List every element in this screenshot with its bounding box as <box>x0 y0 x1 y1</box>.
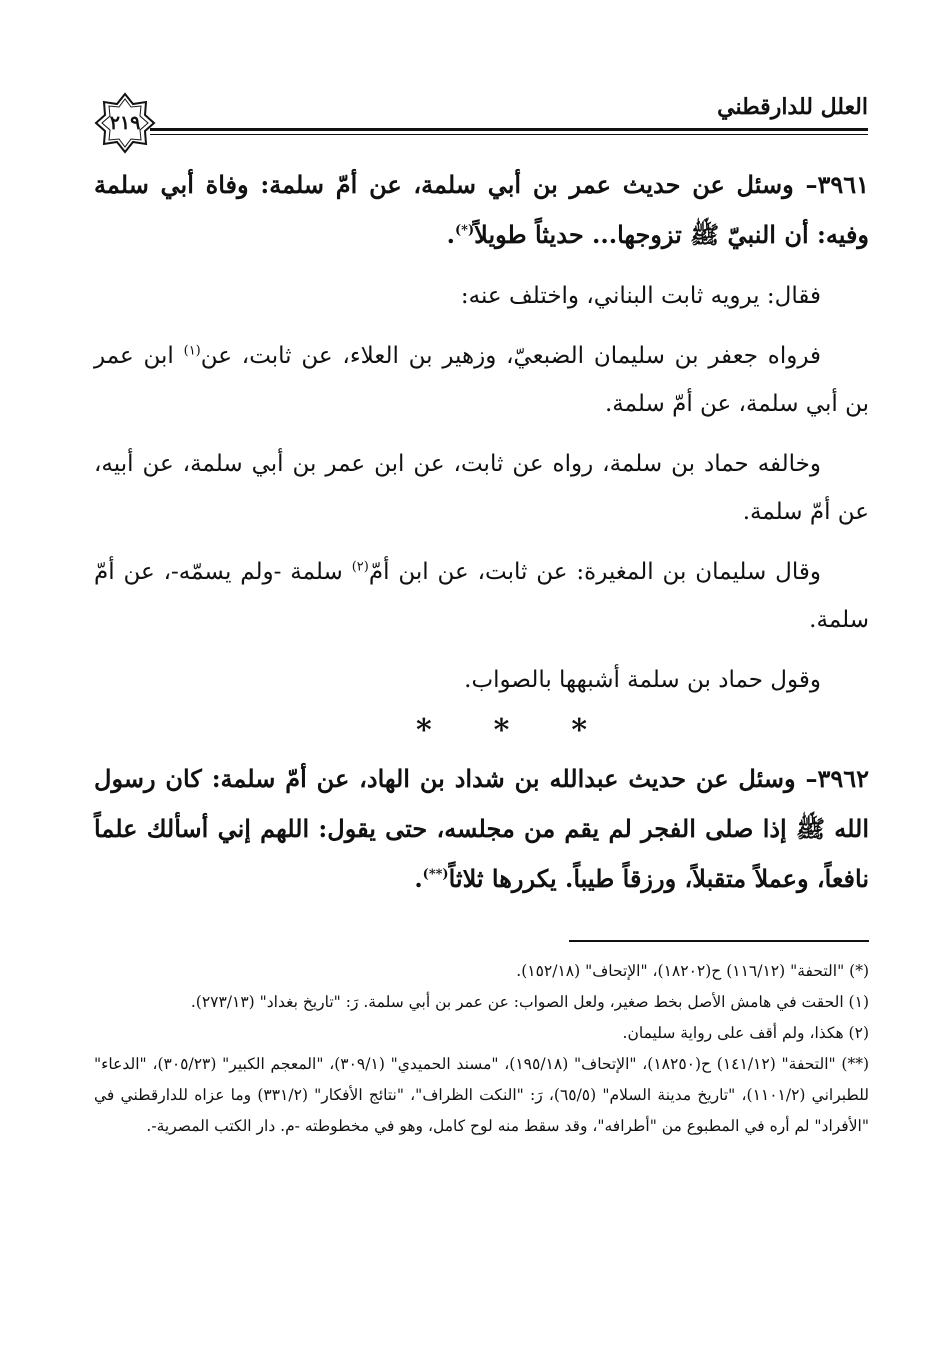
entry-number: ٣٩٦١– <box>805 170 869 199</box>
page-number: ٢١٩ <box>109 112 141 134</box>
footnote: (٢) هكذا، ولم أقف على رواية سليمان. <box>622 1024 869 1042</box>
footnote: (*) "التحفة" (١١٦/١٢) ح(١٨٢٠٢)، "الإتحاف" (١٥٢/١٨). <box>516 962 869 980</box>
main-text <box>94 160 869 916</box>
footnote-divider <box>569 940 869 942</box>
question-text: وسئل عن حديث عمر بن أبي سلمة، عن أمّ سلمة: وفاة أبي سلمة وفيه: أن النبيّ ﷺ تزوجها... حديثاً طويلاً <box>94 170 869 249</box>
header-rule <box>150 128 868 131</box>
page-number-ornament <box>94 92 156 154</box>
entry-number: ٣٩٦٢– <box>805 764 870 793</box>
running-header <box>90 92 868 152</box>
paragraph-text: سلمة -ولم يسمّه-، عن أمّ سلمة. <box>94 559 869 633</box>
question-text: وسئل عن حديث عبدالله بن شداد بن الهاد، عن أمّ سلمة: كان رسول الله ﷺ إذا صلى الفجر لم يقم من مجلسه، حتى يقول: اللهم إني أسألك علماً نافعاً، وعملاً متقبلاً، ورزقاً طيباً. يكررها ثلاثاً <box>94 764 869 893</box>
entry-3962-question <box>94 754 869 904</box>
entry-3961-question: ٣٩٦١– وسئل عن حديث عمر بن أبي سلمة، عن أمّ سلمة: وفاة أبي سلمة وفيه: أن النبيّ ﷺ تزوجها... حديثاً طويلاً(*). <box>94 170 869 249</box>
section-separator <box>94 713 869 748</box>
paragraph <box>94 548 869 644</box>
paragraph <box>94 332 869 428</box>
paragraph: وقول حماد بن سلمة أشبهها بالصواب. <box>464 667 821 693</box>
footnotes <box>94 956 869 1142</box>
footnote: (**) "التحفة" (١٤١/١٢) ح(١٨٢٥٠)، "الإتحاف" (١٩٥/١٨)، "مسند الحميدي" (٣٠٩/١)، "المعجم الكبير" (٣٠٥/٢٣)، "الدعاء" للطبراني (١١٠١/٢)، "تاريخ مدينة السلام" (٦٥/٥)، رَ: "النكت الظراف"، "نتائج الأفكار" (٣٣١/٢) وما عزاه للدارقطني في "الأفراد" لم أره في المطبوع من "أطرافه"، وقد سقط منه لوح كامل، وهو في مخطوطته -م. دار الكتب المصرية-. <box>94 1055 870 1135</box>
paragraph-text: ابن عمر بن أبي سلمة، عن أمّ سلمة. <box>94 343 869 417</box>
footnote-ref[interactable]: (*) <box>455 223 475 238</box>
separator-star: * <box>493 713 510 748</box>
separator-star: * <box>571 713 588 748</box>
header-rule-thin <box>150 134 868 135</box>
footnote-ref[interactable]: (٢) <box>351 559 369 575</box>
paragraph: وخالفه حماد بن سلمة، رواه عن ثابت، عن ابن عمر بن أبي سلمة، عن أبيه، عن أمّ سلمة. <box>94 451 869 525</box>
footnote: (١) الحقت في هامش الأصل بخط صغير، ولعل الصواب: عن عمر بن أبي سلمة. رَ: "تاريخ بغداد" (٢٧٣/١٣). <box>190 993 869 1011</box>
separator-star: * <box>415 713 432 748</box>
paragraph: فقال: يرويه ثابت البناني، واختلف عنه: <box>460 283 821 309</box>
paragraph-text: وقال سليمان بن المغيرة: عن ثابت، عن ابن أمّ <box>368 559 821 585</box>
punctuation: . <box>414 864 423 893</box>
footnote-ref[interactable]: (١) <box>183 343 201 359</box>
book-title: العلل للدارقطني <box>717 94 868 120</box>
paragraph-text: فرواه جعفر بن سليمان الضبعيّ، وزهير بن العلاء، عن ثابت، عن <box>200 343 822 369</box>
footnote-ref[interactable]: (**) <box>422 867 449 882</box>
